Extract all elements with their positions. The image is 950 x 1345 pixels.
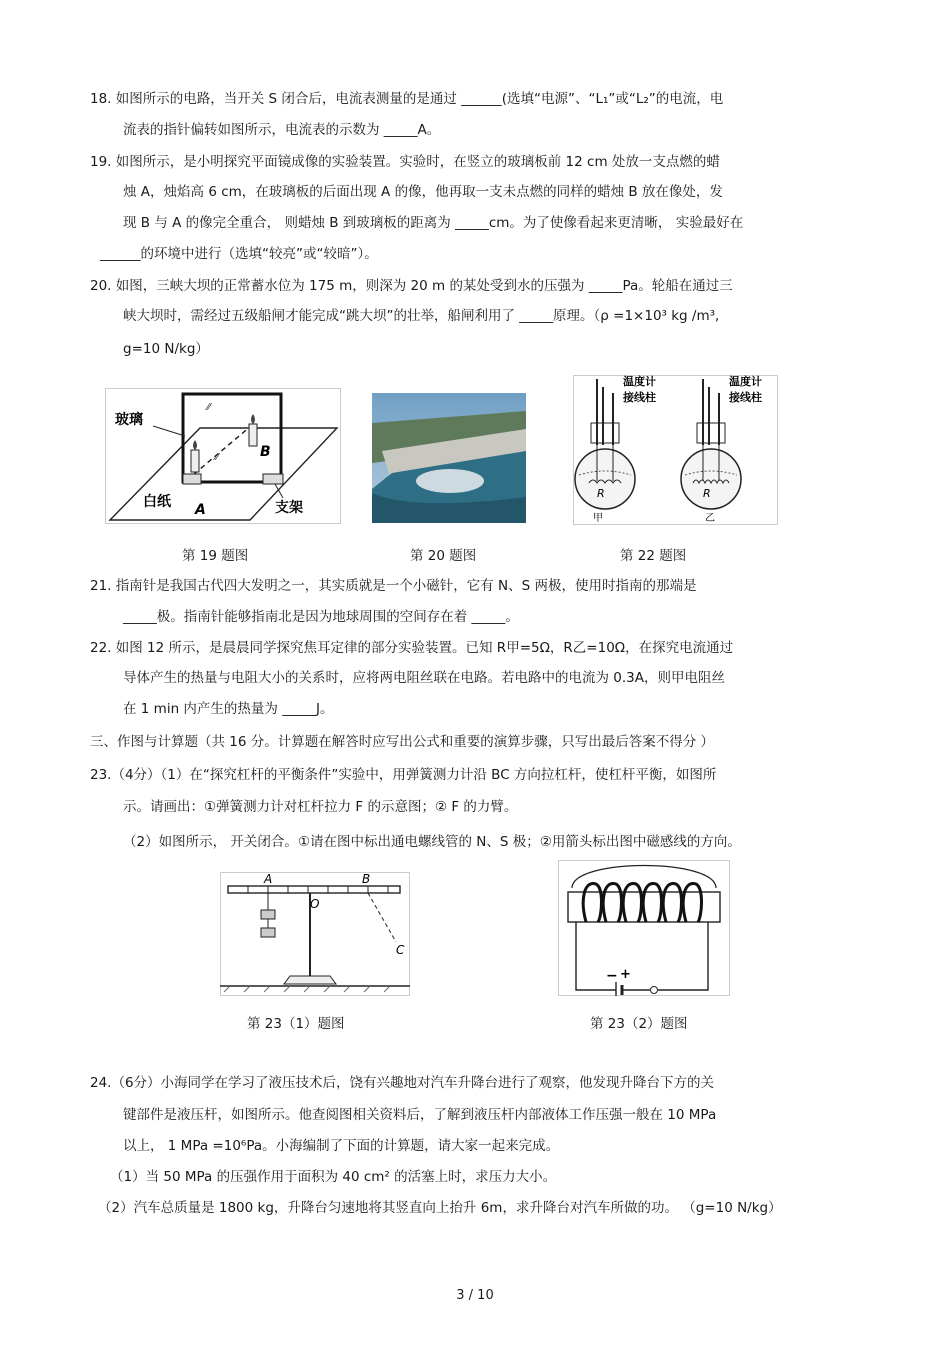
paper-label: 白纸: [143, 494, 171, 510]
q18-line-1: 18. 如图所示的电路，当开关 S 闭合后，电流表测量的是通过 ______(选填“电源”、“L₁”或“L₂”的电流，电: [90, 91, 724, 107]
q24-line-2: 键部件是液压杆，如图所示。他查阅图相关资料后，了解到液压杆内部液体工作压强一般在 10 MPa: [123, 1107, 717, 1123]
q20-line-3: g=10 N/kg）: [123, 341, 209, 357]
candle-a: [191, 450, 199, 472]
candle-b-label: B: [260, 444, 271, 460]
page-number: 3 / 10: [456, 1288, 494, 1303]
stand-right: [263, 474, 283, 484]
lever-c-label: C: [396, 943, 405, 957]
q22-line-2: 导体产生的热量与电阻大小的关系时，应将两电阻丝联在电路。若电路中的电流为 0.3A，则甲电阻丝: [123, 670, 725, 686]
lever-b-label: B: [362, 872, 371, 886]
q23-2-figure-frame: [559, 861, 730, 996]
resistor-label-jia: R: [597, 487, 605, 500]
q23-line-2: 示。请画出：①弹簧测力计对杠杆拉力 F 的示意图；② F 的力臂。: [123, 799, 518, 815]
glass-mark-1: ⁄⁄: [207, 402, 211, 413]
switch-contact: [651, 987, 658, 994]
lever-o-label: O: [310, 897, 320, 911]
q24-line-1: 24.（6分）小海同学在学习了液压技术后，饶有兴趣地对汽车升降台进行了观察，他发现升降台下方的关: [90, 1075, 715, 1091]
terminal-label-jia: 接线柱: [623, 391, 656, 404]
q19-line-1: 19. 如图所示，是小明探究平面镜成像的实验装置。实验时，在竖立的玻璃板前 12 cm 处放一支点燃的蜡: [90, 154, 720, 170]
q19-line-2: 烛 A，烛焰高 6 cm，在玻璃板的后面出现 A 的像，他再取一支未点燃的同样的蜡烛 B 放在像处，发: [123, 184, 723, 200]
q23-2-caption: 第 23（2）题图: [590, 1016, 688, 1032]
q20-line-1: 20. 如图，三峡大坝的正常蓄水位为 175 m，则深为 20 m 的某处受到水的压强为 _____Pa。轮船在通过三: [90, 278, 733, 294]
section-three-heading: 三、作图与计算题（共 16 分。计算题在解答时应写出公式和重要的演算步骤，只写出最后答案不得分 ）: [90, 734, 715, 750]
q19-caption: 第 19 题图: [182, 548, 249, 564]
stand-left: [183, 474, 201, 484]
q22-line-1: 22. 如图 12 所示，是晨晨同学探究焦耳定律的部分实验装置。已知 R甲=5Ω，R乙=10Ω，在探究电流通过: [90, 640, 734, 656]
terminal-label-yi: 接线柱: [729, 391, 762, 404]
q22-line-3: 在 1 min 内产生的热量为 _____J。: [123, 701, 334, 717]
weight-2: [261, 928, 275, 937]
resistor-label-yi: R: [703, 487, 711, 500]
lever-bar: [228, 886, 400, 893]
yi-label: 乙: [705, 513, 715, 524]
spillway-spray: [416, 469, 484, 493]
weight-1: [261, 910, 275, 919]
thermometer-label-yi: 温度计: [729, 375, 762, 388]
q24-part-1: （1）当 50 MPa 的压强作用于面积为 40 cm² 的活塞上时，求压力大小。: [110, 1169, 557, 1185]
q24-part-2: （2）汽车总质量是 1800 kg，升降台匀速地将其竖直向上抬升 6m，求升降台对汽车所做的功。 （g=10 N/kg）: [98, 1200, 782, 1216]
q21-line-1: 21. 指南针是我国古代四大发明之一，其实质就是一个小磁针，它有 N、S 两极，使用时指南的那端是: [90, 578, 697, 594]
jia-label: 甲: [593, 513, 603, 524]
q19-figure: [105, 388, 341, 524]
lever-a-label: A: [264, 872, 273, 886]
candle-a-label: A: [195, 502, 206, 518]
q23-1-figure: [220, 872, 410, 996]
candle-b: [249, 424, 257, 446]
thermometer-label-jia: 温度计: [623, 375, 656, 388]
glass-mark-2: ⁄⁄: [215, 452, 219, 463]
glass-label: 玻璃: [115, 412, 143, 428]
q23-line-3: （2）如图所示， 开关闭合。①请在图中标出通电螺线管的 N、S 极；②用箭头标出图中磁感线的方向。: [123, 834, 741, 850]
q19-line-4: ______的环境中进行（选填“较亮”或“较暗”）。: [100, 246, 378, 262]
q23-line-1: 23.（4分）（1）在“探究杠杆的平衡条件”实验中，用弹簧测力计沿 BC 方向拉杠杆，使杠杆平衡，如图所: [90, 767, 717, 783]
q22-caption: 第 22 题图: [620, 548, 687, 564]
battery-plus-label: +: [620, 967, 631, 982]
q21-line-2: _____极。指南针能够指南北是因为地球周围的空间存在着 _____。: [123, 609, 519, 625]
q23-2-figure: [558, 860, 730, 996]
q19-line-3: 现 B 与 A 的像完全重合， 则蜡烛 B 到玻璃板的距离为 _____cm。为了使像看起来更清晰， 实验最好在: [123, 215, 744, 231]
q20-line-2: 峡大坝时，需经过五级船闸才能完成“跳大坝”的壮举，船闸利用了 _____原理。（ρ =1×10³ kg /m³,: [123, 308, 720, 324]
q22-figure: [573, 375, 778, 525]
q23-1-caption: 第 23（1）题图: [247, 1016, 345, 1032]
battery-minus-label: −: [606, 968, 618, 984]
q20-figure: [372, 393, 526, 523]
q24-line-3: 以上， 1 MPa =10⁶Pa。小海编制了下面的计算题，请大家一起来完成。: [123, 1138, 560, 1154]
stand-label: 支架: [275, 500, 303, 516]
lever-stand-base: [284, 976, 336, 984]
q18-line-2: 流表的指针偏转如图所示，电流表的示数为 _____A。: [123, 122, 441, 138]
q20-caption: 第 20 题图: [410, 548, 477, 564]
